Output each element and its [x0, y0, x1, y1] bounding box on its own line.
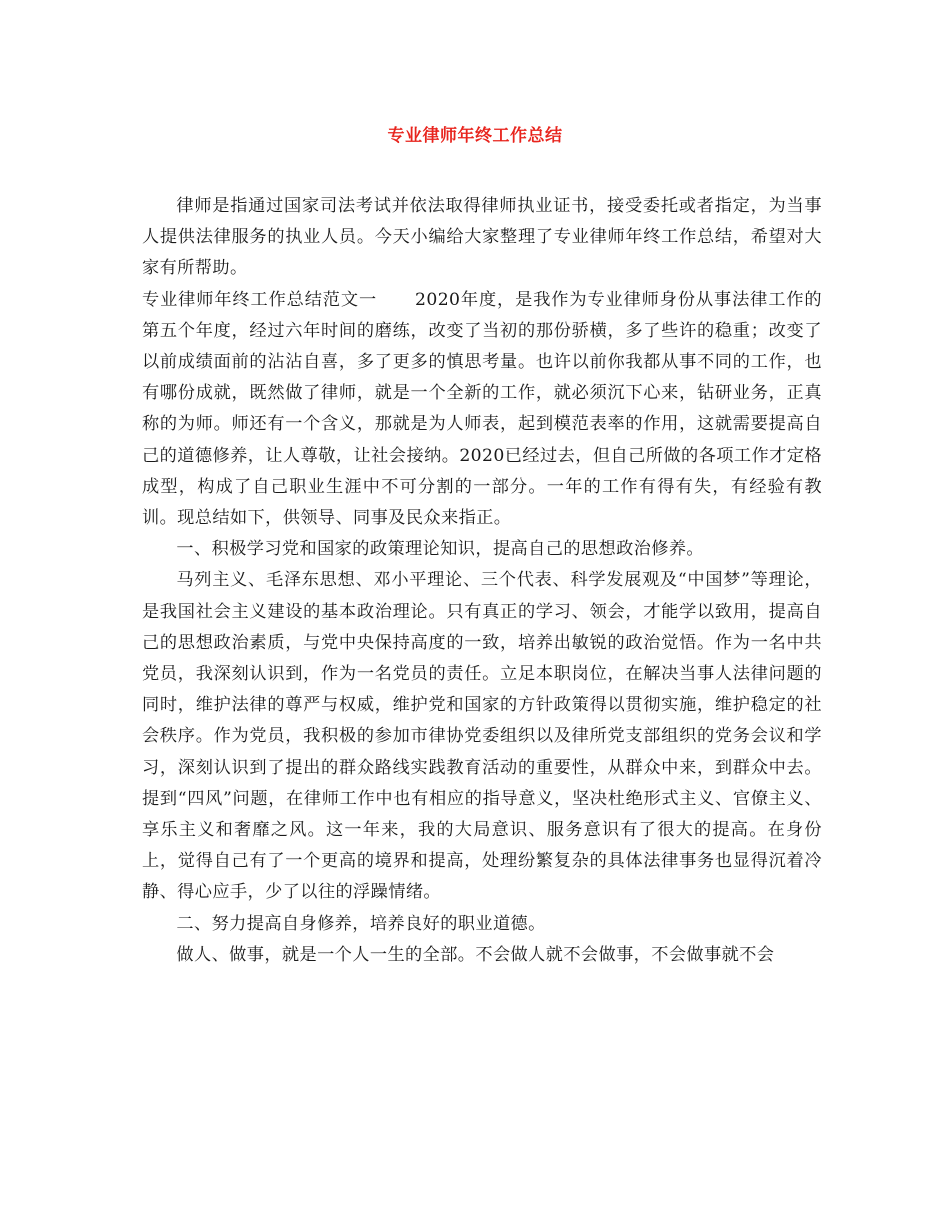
sample-paragraph — [142, 285, 822, 535]
document-title: 专业律师年终工作总结 — [387, 126, 563, 146]
section-2-paragraph: 做人、做事，就是一个人一生的全部。不会做人就不会做事，不会做事就不会 — [176, 944, 775, 965]
section-2-heading: 二、努力提高自身修养，培养良好的职业道德。 — [176, 913, 546, 934]
sample-opening-text: 2020年度，是我作为专业律师身份从事法律工作的第五个年度，经过六年时间的磨练，改变了当初的那份骄横，多了些许的稳重；改变了以前成绩面前的沾沾自喜，多了更多的慎思考量。也许以前你我都从事不同的工作，也有哪份成就，既然做了律师，就是一个全新的工作，就必须沉下心来，钻研业务，正真称的为师。师还有一个含义，那就是为人师表，起到模范表率的作用，这就需要提高自己的道德修养，让人尊敬，让社会接纳。2020已经过去，但自己所做的各项工作才定格成型，构成了自己职业生涯中不可分割的一部分。一年的工作有得有失，有经验有教训。现总结如下，供领导、同事及民众来指正。 — [142, 289, 822, 529]
sample-heading: 专业律师年终工作总结范文一 — [142, 289, 378, 310]
intro-paragraph: 律师是指通过国家司法考试并依法取得律师执业证书，接受委托或者指定，为当事人提供法律服务的执业人员。今天小编给大家整理了专业律师年终工作总结，希望对大家有所帮助。 — [142, 196, 822, 279]
section-1-heading: 一、积极学习党和国家的政策理论知识，提高自己的思想政治修养。 — [176, 539, 705, 560]
section-1-paragraph: 马列主义、毛泽东思想、邓小平理论、三个代表、科学发展观及“中国梦”等理论，是我国社会主义建设的基本政治理论。只有真正的学习、领会，才能学以致用，提高自己的思想政治素质，与党中央保持高度的一致，培养出敏锐的政治觉悟。作为一名中共党员，我深刻认识到，作为一名党员的责任。立足本职岗位，在解决当事人法律问题的同时，维护法律的尊严与权威，维护党和国家的方针政策得以贯彻实施，维护稳定的社会秩序。作为党员，我积极的参加市律协党委组织以及律所党支部组织的党务会议和学习，深刻认识到了提出的群众路线实践教育活动的重要性，从群众中来，到群众中去。提到“四风”问题，在律师工作中也有相应的指导意义，坚决杜绝形式主义、官僚主义、享乐主义和奢靡之风。这一年来，我的大局意识、服务意识有了很大的提高。在身份上，觉得自己有了一个更高的境界和提高，处理纷繁复杂的具体法律事务也显得沉着冷静、得心应手，少了以往的浮躁情绪。 — [142, 570, 822, 903]
document-body — [142, 191, 822, 971]
